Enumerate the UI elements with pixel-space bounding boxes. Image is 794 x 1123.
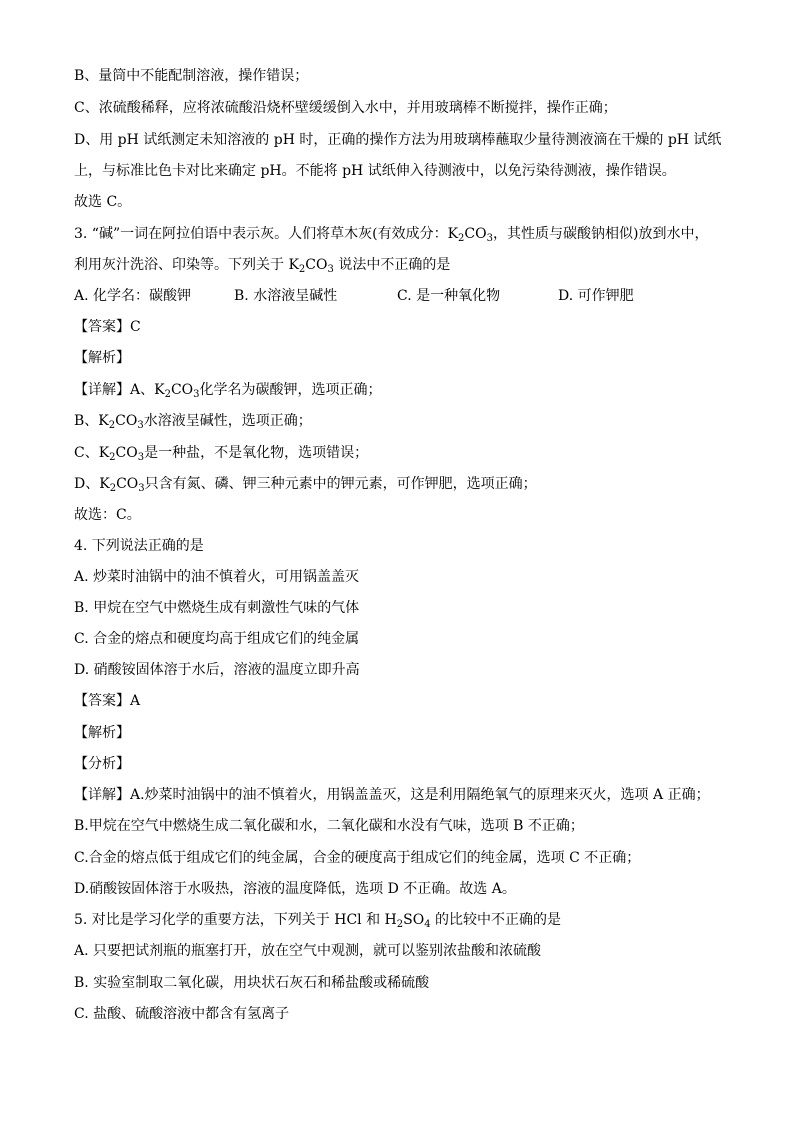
text-line: 故选：C。: [74, 507, 141, 523]
text-line: C.合金的熔点低于组成它们的纯金属，合金的硬度高于组成它们的纯金属，选项 C 不正确；: [74, 850, 641, 866]
option-a: A. 炒菜时油锅中的油不慎着火，可用锅盖盖灭: [74, 569, 360, 585]
question-3-stem: 利用灰汁洗浴、印染等。下列关于 $K_2CO_3$ 说法中不正确的是: [74, 257, 451, 275]
question-3-stem: 3. “碱”一词在阿拉伯语中表示灰。人们将草木灰(有效成分：$K_2CO_3$，其性质与碳酸钠相似)放到水中，: [74, 226, 709, 244]
text-line: 上，与标准比色卡对比来确定 pH。不能将 pH 试纸伸入待测液中，以免污染待测液，操作错误。: [74, 163, 676, 179]
option-c: C. 合金的熔点和硬度均高于组成它们的纯金属: [74, 631, 360, 647]
option-b: B. 水溶液呈碱性: [234, 288, 338, 304]
option-a: A. 化学名：碳酸钾: [74, 288, 192, 304]
text-line: B、量筒中不能配制溶液，操作错误；: [74, 68, 309, 84]
text-line: D.硝酸铵固体溶于水吸热，溶液的温度降低，选项 D 不正确。故选 A。: [74, 881, 516, 897]
option-d: D. 硝酸铵固体溶于水后，溶液的温度立即升高: [74, 662, 360, 678]
answer-label: 【答案】A: [74, 693, 141, 709]
analysis-label: 【解析】: [74, 350, 130, 366]
question-3-options: [74, 287, 714, 305]
analysis-label: 【分析】: [74, 756, 130, 772]
option-c: C. 是一种氧化物: [397, 288, 501, 304]
question-5-stem: 5. 对比是学习化学的重要方法，下列关于 HCl 和 $H_2SO_4$ 的比较中不正确的是: [74, 912, 562, 930]
option-c: C. 盐酸、硫酸溶液中都含有氢离子: [74, 1006, 290, 1022]
text-line: B.甲烷在空气中燃烧生成二氧化碳和水，二氧化碳和水没有气味，选项 B 不正确；: [74, 818, 584, 834]
text-line: C、浓硫酸稀释，应将浓硫酸沿烧杯壁缓缓倒入水中，并用玻璃棒不断搅拌，操作正确；: [74, 100, 617, 116]
text-line: 故选 C。: [74, 194, 132, 210]
text-line: D、用 pH 试纸测定未知溶液的 pH 时，正确的操作方法为用玻璃棒蘸取少量待测液滴在干燥的 pH 试纸: [74, 132, 722, 148]
text-line: 【详解】A.炒菜时油锅中的油不慎着火，用锅盖盖灭，这是利用隔绝氧气的原理来灭火，选项 A 正确；: [74, 787, 710, 803]
answer-label: 【答案】C: [74, 319, 141, 335]
question-4-stem: 4. 下列说法正确的是: [74, 538, 204, 554]
text-line: D、$K_2CO_3$只含有氮、磷、钾三种元素中的钾元素，可作钾肥，选项正确；: [74, 476, 537, 494]
text-line: 【详解】A、$K_2CO_3$化学名为碳酸钾，选项正确；: [74, 382, 382, 400]
option-b: B. 实验室制取二氧化碳，用块状石灰石和稀盐酸或稀硫酸: [74, 975, 430, 991]
option-b: B. 甲烷在空气中燃烧生成有刺激性气味的气体: [74, 600, 360, 616]
option-a: A. 只要把试剂瓶的瓶塞打开，放在空气中观测，就可以鉴别浓盐酸和浓硫酸: [74, 943, 542, 959]
text-line: C、$K_2CO_3$是一种盐，不是氧化物，选项错误；: [74, 445, 369, 463]
text-line: B、$K_2CO_3$水溶液呈碱性，选项正确；: [74, 413, 312, 431]
option-d: D. 可作钾肥: [558, 288, 634, 304]
analysis-label: 【解析】: [74, 725, 130, 741]
